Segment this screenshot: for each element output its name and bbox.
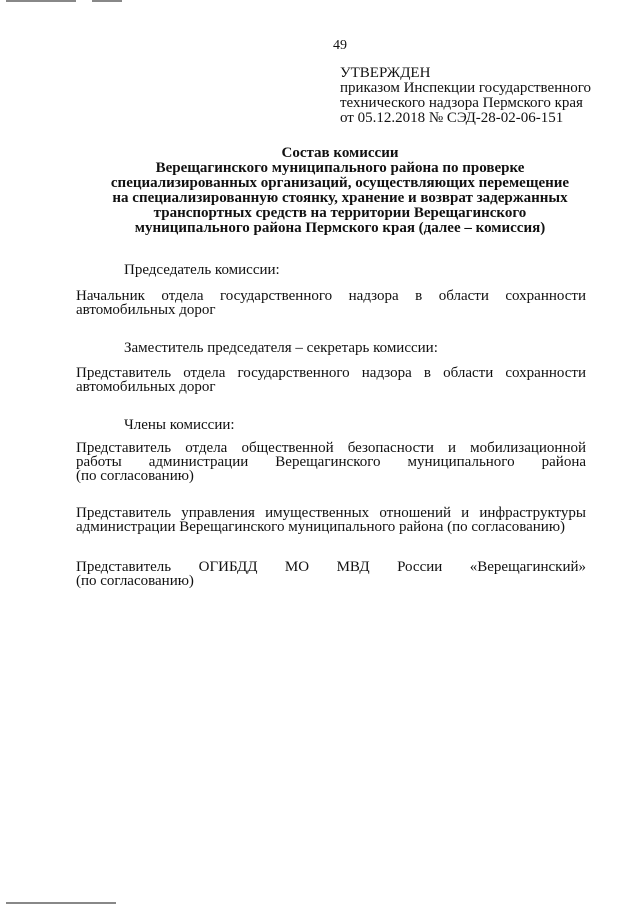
- entry-line: (по согласованию): [76, 468, 194, 484]
- member-entry: [76, 441, 586, 483]
- section-label-deputy: Заместитель председателя – секретарь комиссии:: [124, 340, 438, 356]
- approval-line: технического надзора Пермского края: [340, 95, 583, 111]
- scan-edge-mark: [6, 0, 76, 2]
- title-line: муниципального района Пермского края (далее – комиссия): [134, 220, 546, 236]
- document-title: [60, 146, 620, 236]
- section-label-chairman: Председатель комиссии:: [124, 262, 280, 278]
- title-line: специализированных организаций, осуществляющих перемещение: [110, 175, 570, 191]
- section-label-members: Члены комиссии:: [124, 417, 235, 433]
- entry-line: автомобильных дорог: [76, 302, 216, 318]
- member-entry: [76, 506, 586, 534]
- member-entry: [76, 560, 586, 588]
- approval-line: от 05.12.2018 № СЭД-28-02-06-151: [340, 110, 564, 126]
- title-line: Верещагинского муниципального района по проверке: [155, 160, 525, 176]
- entry-line: Начальник отдела государственного надзора в области сохранности: [76, 289, 586, 303]
- member-entry: [76, 289, 586, 317]
- page-number: 49: [333, 38, 347, 53]
- entry-line: Представитель отдела государственного надзора в области сохранности: [76, 366, 586, 380]
- member-entry: [76, 366, 586, 394]
- title-line: Состав комиссии: [281, 145, 399, 161]
- title-line: транспортных средств на территории Верещагинского: [153, 205, 527, 221]
- entry-line: (по согласованию): [76, 573, 194, 589]
- title-line: на специализированную стоянку, хранение и возврат задержанных: [112, 190, 568, 206]
- approval-heading: УТВЕРЖДЕН: [340, 65, 431, 81]
- entry-line: Представитель отдела общественной безопасности и мобилизационной: [76, 441, 586, 455]
- entry-line: работы администрации Верещагинского муниципального района: [76, 455, 586, 469]
- entry-line: Представитель ОГИБДД МО МВД России «Верещагинский»: [76, 560, 586, 574]
- entry-line: автомобильных дорог: [76, 379, 216, 395]
- entry-line: администрации Верещагинского муниципального района (по согласованию): [76, 519, 566, 535]
- scan-edge-mark: [6, 902, 116, 904]
- approval-line: приказом Инспекции государственного: [340, 80, 592, 96]
- approval-stamp: [340, 66, 591, 126]
- entry-line: Представитель управления имущественных отношений и инфраструктуры: [76, 506, 586, 520]
- scan-edge-mark: [92, 0, 122, 2]
